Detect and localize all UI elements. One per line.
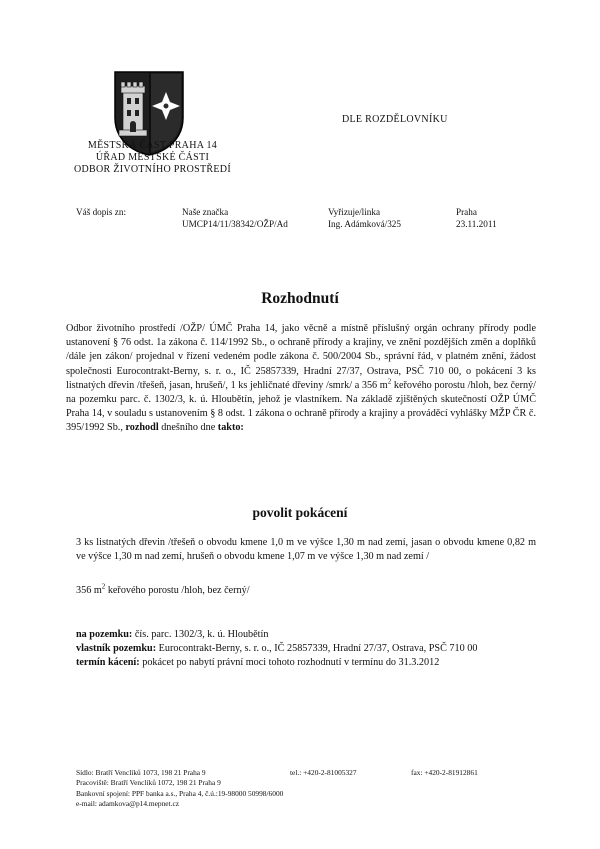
shrubs-line: [76, 582, 250, 596]
footer-email: e-mail: adamkova@p14.mepnet.cz: [76, 798, 180, 808]
our-ref-value: UMCP14/11/38342/OŽP/Ad: [182, 219, 288, 229]
our-ref-block: [182, 206, 288, 230]
office-line-2: ÚŘAD MĚSTSKÉ ČÁSTI: [95, 152, 210, 163]
body-takto: takto:: [217, 422, 244, 434]
plot-line: [76, 628, 546, 642]
term-label: termín kácení:: [76, 657, 140, 669]
our-ref-label: Naše značka: [182, 207, 229, 217]
date: 23.11.2011: [456, 219, 497, 229]
footer-bank: Bankovní spojení: PPF banka a.s., Praha 4, č.ú.:19-98000 50998/6000: [76, 788, 284, 798]
body-text-2: keřového porostu /hloh, bez černý/ na pozemku parc. č. 1302/3, k. ú. Hloubětín, jehož je vlastníkem. Na základě zjištěných skutečností OŽP ÚMČ Praha 14, v souladu s ustanovením § 8 odst. 1 zákona o ochraně přírody a krajiny a prováděcí vyhlášky MŽP ČR č. 395/1992 Sb.,: [66, 379, 536, 434]
plot-label: na pozemku:: [76, 629, 133, 640]
body-rozhodl: rozhodl: [125, 422, 159, 434]
footer-tel: tel.: +420-2-81005327: [290, 768, 357, 777]
body-paragraph: [66, 322, 536, 436]
body-text-1: Odbor životního prostředí /OŽP/ ÚMČ Praha 14, jako věcně a místně příslušný orgán ochrany přírody podle ustanovení § 76 odst. 1a zákona č. 114/1992 Sb., o ochraně přírody a krajiny, ve znění pozdějších změn a doplňků /dále jen zákon/ projednal v řízení vedeném podle zákona č. 500/2004 Sb., správní řád, v platném znění, žádost společnosti Eurocontrakt-Berny, s. r. o., IČ 25857339, Hradní 27/37, Ostrava, PSČ 710 00, o pokácení 3 ks listnatých dřevin /třešeň, jasan, hrušeň/, 1 ks jehličnaté dřeviny /smrk/ a 356 m: [66, 323, 536, 391]
office-line-1: MĚSTSKÁ ČÁST PRAHA 14: [87, 140, 218, 151]
owner-value: Eurocontrakt-Berny, s. r. o., IČ 25857339, Hradní 27/37, Ostrava, PSČ 710 00: [156, 643, 478, 655]
footer-seat: Sídlo: Bratří Venclíků 1073, 198 21 Praha 9: [76, 768, 206, 777]
body-sup: 2: [387, 377, 392, 386]
handler-label: Vyřizuje/linka: [328, 207, 381, 217]
term-line: [76, 656, 546, 670]
office-name: [60, 140, 245, 176]
your-ref-label: Váš dopis zn:: [76, 207, 127, 217]
shrubs-sup: 2: [101, 582, 106, 591]
owner-label: vlastník pozemku:: [76, 643, 157, 655]
date-block: [456, 206, 497, 230]
place: Praha: [456, 207, 477, 217]
owner-line: [76, 642, 546, 656]
decision-heading: povolit pokácení: [252, 505, 348, 520]
footer-workplace: Pracoviště: Bratří Venclíků 1072, 198 21 Praha 9: [76, 778, 221, 788]
term-value: pokácet po nabytí právní moci tohoto rozhodnutí v termínu do 31.3.2012: [139, 657, 440, 669]
shrubs-pre: 356 m: [76, 585, 102, 596]
document-title: Rozhodnutí: [261, 290, 339, 307]
handler-block: [328, 206, 401, 230]
footer-row-1: [76, 768, 576, 778]
handler-value: Ing. Adámková/325: [328, 219, 401, 229]
decision-details: [76, 628, 546, 671]
trees-paragraph: 3 ks listnatých dřevin /třešeň o obvodu kmene 1,0 m ve výšce 1,30 m nad zemí, jasan o obvodu kmene 0,82 m ve výšce 1,30 m nad zemí, hrušeň o obvodu kmene 1,07 m ve výšce 1,30 m nad zemí /: [76, 537, 536, 563]
office-line-3: ODBOR ŽIVOTNÍHO PROSTŘEDÍ: [74, 164, 231, 175]
shrubs-post: keřového porostu /hloh, bez černý/: [105, 585, 250, 596]
footer-fax: fax: +420-2-81912861: [411, 768, 478, 777]
footer: [76, 768, 576, 809]
plot-value: čís. parc. 1302/3, k. ú. Hloubětín: [132, 629, 269, 640]
distribution-note: DLE ROZDĚLOVNÍKU: [342, 114, 448, 125]
body-text-3: dnešního dne: [158, 422, 218, 434]
